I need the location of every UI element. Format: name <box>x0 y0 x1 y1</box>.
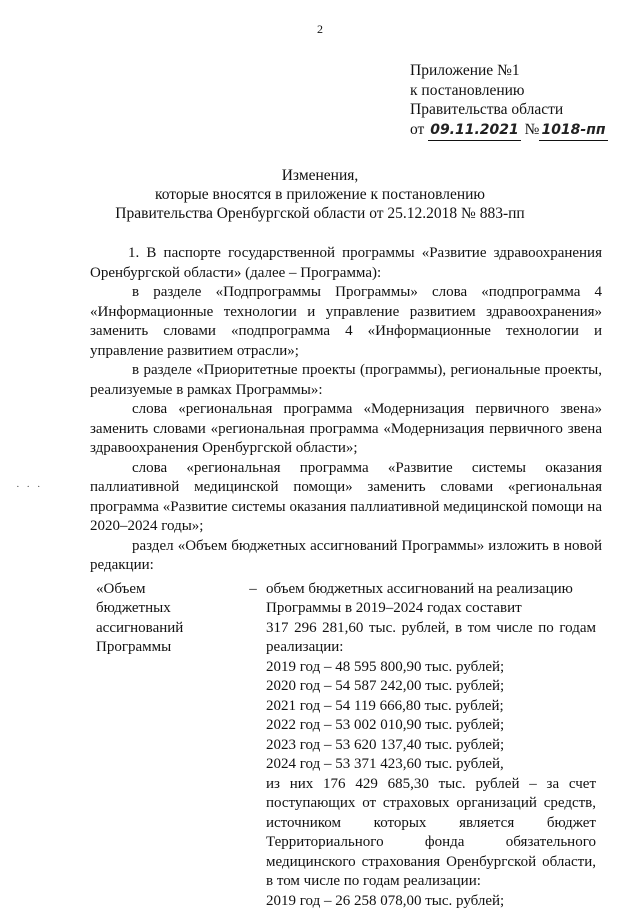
paragraph-5: слова «региональная программа «Развитие системы оказания паллиативной медицинской помощи» заменить словами «региональная программа «Развитие системы оказания паллиативной медицинской помощи на 2020–2024 годы»; <box>90 459 602 537</box>
margin-mark: · · · <box>16 478 43 498</box>
appendix-header <box>410 61 608 141</box>
paragraph-2: в разделе «Подпрограммы Программы» слова «подпрограмма 4 «Информационные технологии и управление развитием здравоохранения» заменить словами «подпрограмма 4 «Информационные технологии и управление развитием отрасли»; <box>90 283 602 361</box>
budget-intro-line-2: Программы в 2019–2024 годах составит <box>266 599 596 619</box>
paragraph-1: 1. В паспорте государственной программы «Развитие здравоохранения Оренбургской области» (далее – Программа): <box>90 244 602 283</box>
budget-label-line: ассигнований <box>96 619 240 639</box>
paragraph-3: в разделе «Приоритетные проекты (программы), региональные проекты, реализуемые в рамках Программы»: <box>90 361 602 400</box>
budget-label-line: бюджетных <box>96 599 240 619</box>
budget-year-line: 2020 год – 54 587 242,00 тыс. рублей; <box>266 677 596 697</box>
document-title-line-1: Изменения, <box>0 166 640 186</box>
appendix-line-1: Приложение №1 <box>410 61 608 81</box>
budget-year-line: 2021 год – 54 119 666,80 тыс. рублей; <box>266 697 596 717</box>
budget-dash: – <box>240 580 266 911</box>
budget-intro-line-1: объем бюджетных ассигнований на реализацию <box>266 580 596 600</box>
appendix-line-2: к постановлению <box>410 81 608 101</box>
budget-insurance-year-line: 2019 год – 26 258 078,00 тыс. рублей; <box>266 892 596 911</box>
budget-year-line: 2024 год – 53 371 423,60 тыс. рублей, <box>266 755 596 775</box>
appendix-line-3: Правительства области <box>410 100 608 120</box>
budget-table <box>90 580 602 911</box>
paragraph-6: раздел «Объем бюджетных ассигнований Программы» изложить в новой редакции: <box>90 537 602 576</box>
handwritten-number: 1018-пп <box>539 121 607 142</box>
budget-year-line: 2023 год – 53 620 137,40 тыс. рублей; <box>266 736 596 756</box>
budget-label-line: «Объем <box>96 580 240 600</box>
budget-label <box>90 580 240 911</box>
budget-insurance-text: из них 176 429 685,30 тыс. рублей – за счет поступающих от страховых организаций средств, источником которых является бюджет Территориального фонда обязательного медицинского страхования Оренбургской области, в том числе по годам реализации: <box>266 775 596 892</box>
document-body <box>90 244 602 911</box>
document-title-line-3: Правительства Оренбургской области от 25.12.2018 № 883-пп <box>0 204 640 224</box>
budget-label-line: Программы <box>96 638 240 658</box>
paragraph-4: слова «региональная программа «Модернизация первичного звена» заменить словами «региональная программа «Модернизация первичного звена здравоохранения Оренбургской области»; <box>90 400 602 459</box>
budget-intro-rest: 317 296 281,60 тыс. рублей, в том числе по годам реализации: <box>266 619 596 658</box>
appendix-date-line <box>410 120 608 142</box>
page-number: 2 <box>0 20 640 40</box>
handwritten-date: 09.11.2021 <box>428 121 521 142</box>
budget-year-line: 2019 год – 48 595 800,90 тыс. рублей; <box>266 658 596 678</box>
number-label: № <box>525 121 540 138</box>
document-title-line-2: которые вносятся в приложение к постановлению <box>0 185 640 205</box>
budget-value <box>266 580 596 911</box>
from-label: от <box>410 121 424 138</box>
budget-year-line: 2022 год – 53 002 010,90 тыс. рублей; <box>266 716 596 736</box>
